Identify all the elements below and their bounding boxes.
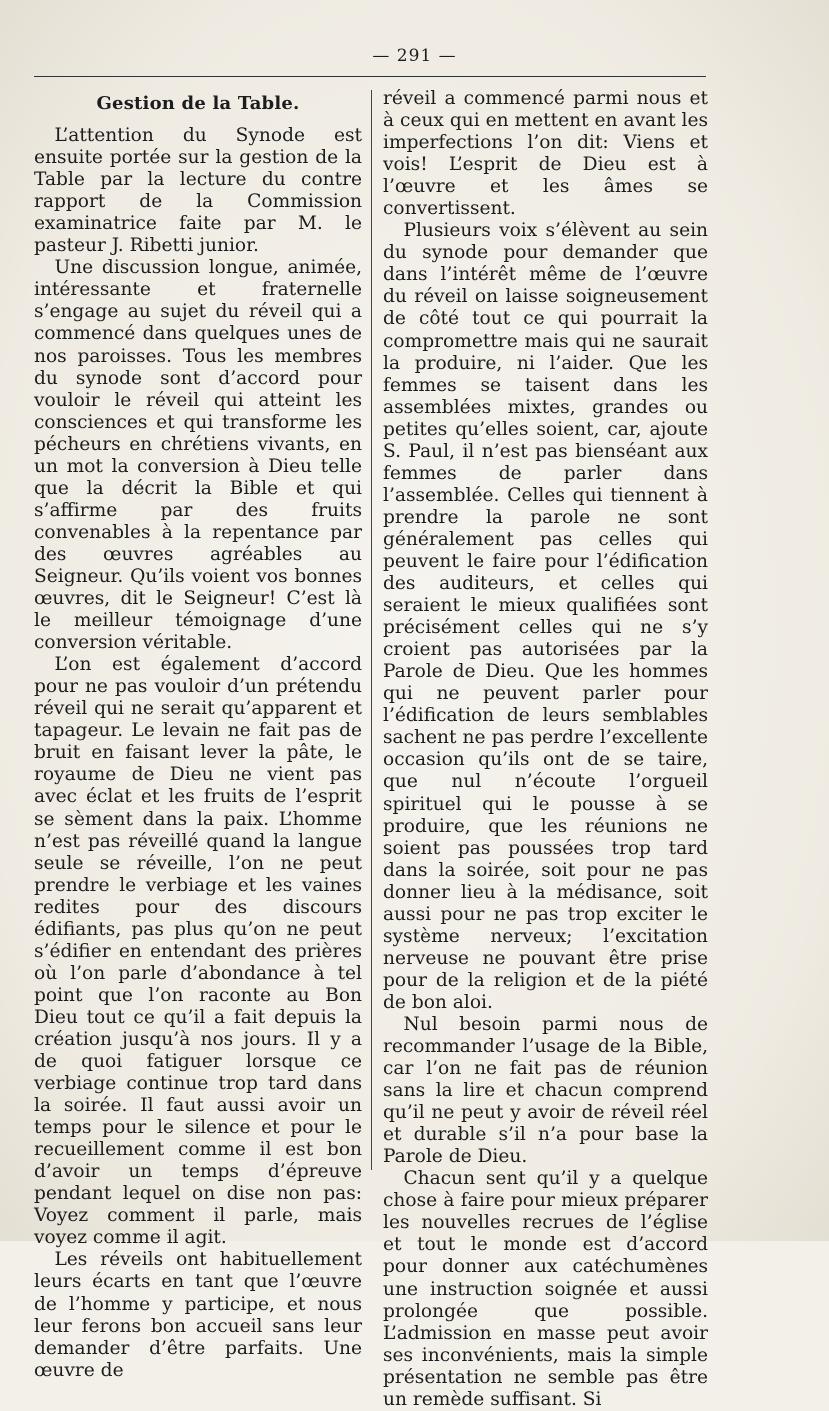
paragraph: Une discussion longue, animée, intéressante et fraternelle s’engage au sujet du réveil qui a commencé dans quelques unes de nos paroisses. Tous les membres du synode sont d’accord pour vouloir le réveil qui atteint les consciences et qui transforme les pécheurs en chrétiens vivants, en un mot la conversion à Dieu telle que la décrit la Bible et qui s’affirme par des fruits convenables à la repentance par des œuvres agréables au Seigneur. Qu’ils voient vos bonnes œuvres, dit le Seigneur! C’est là le meilleur témoignage d’une conversion véritable. [34, 257, 362, 654]
paragraph: Nul besoin parmi nous de recommander l’usage de la Bible, car l’on ne fait pas de réunion sans la lire et chacun comprend qu’il ne peut y avoir de réveil réel et durable s’il n’a pour base la Parole de Dieu. [383, 1013, 708, 1168]
paragraph: Chacun sent qu’il y a quelque chose à faire pour mieux préparer les nouvelles recrues de l’église et tout le monde est d’accord pour donner aux catéchumènes une instruction soignée et aussi prolongée que possible. L’admission en masse peut avoir ses inconvénients, mais la simple présentation ne semble pas être un remède suffisant. Si [383, 1168, 708, 1410]
left-column [34, 88, 362, 1382]
paragraph: Les réveils ont habituellement leurs écarts en tant que l’œuvre de l’homme y participe, et nous leur ferons bon accueil sans leur demander d’être parfaits. Une œuvre de [34, 1249, 362, 1381]
section-title: Gestion de la Table. [96, 93, 300, 114]
right-column [383, 88, 708, 1411]
paragraph: Plusieurs voix s’élèvent au sein du synode pour demander que dans l’intérêt même de l’œuvre du réveil on laisse soigneusement de côté tout ce qui pourrait la compromettre mais qui ne saurait la produire, ni l’aider. Que les femmes se taisent dans les assemblées mixtes, grandes ou petites qu’elles soient, car, ajoute S. Paul, il n’est pas bienséant aux femmes de parler dans l’assemblée. Celles qui tiennent à prendre la parole ne sont généralement pas celles qui peuvent le faire pour l’édification des auditeurs, et celles qui seraient le mieux qualifiées sont précisément celles qui ne s’y croient pas autorisées par la Parole de Dieu. Que les hommes qui ne peuvent parler pour l’édification de leurs semblables sachent ne pas perdre l’excellente occasion qu’ils ont de se taire, que nul n’écoute l’orgueil spirituel qui le pousse à se produire, que les réunions ne soient pas poussées trop tard dans la soirée, soit pour ne pas donner lieu à la médisance, soit aussi pour ne pas trop exciter le système nerveux; l’excitation nerveuse ne pouvant être prise pour de la religion et de la piété de bon aloi. [383, 220, 708, 1013]
header-rule [34, 76, 706, 77]
paragraph-continuation: réveil a commencé parmi nous et à ceux qui en mettent en avant les imperfections l’on dit: Viens et vois! L’esprit de Dieu est à l’œuvre et les âmes se convertissent. [383, 88, 708, 220]
paragraph: L’attention du Synode est ensuite portée sur la gestion de la Table par la lecture du contre rapport de la Commission examinatrice faite par M. le pasteur J. Ribetti junior. [34, 125, 362, 257]
page-number: — 291 — [372, 46, 457, 66]
paragraph: L’on est également d’accord pour ne pas vouloir d’un prétendu réveil qui ne serait qu’apparent et tapageur. Le levain ne fait pas de bruit en faisant lever la pâte, le royaume de Dieu ne vient pas avec éclat et les fruits de l’esprit se sèment dans la paix. L’homme n’est pas réveillé quand la langue seule se réveille, l’on ne peut prendre le verbiage et les vaines redites pour des discours édifiants, pas plus qu’on ne peut s’édifier en entendant des prières où l’on parle d’abondance à tel point que l’on raconte au Bon Dieu tout ce qu’il a fait depuis la création jusqu’à nos jours. Il y a de quoi fatiguer lorsque ce verbiage continue trop tard dans la soirée. Il faut aussi avoir un temps pour le silence et pour le recueillement comme il est bon d’avoir un temps d’épreuve pendant lequel on dise non pas: Voyez comment il parle, mais voyez comme il agit. [34, 654, 362, 1249]
column-divider [371, 90, 372, 1170]
